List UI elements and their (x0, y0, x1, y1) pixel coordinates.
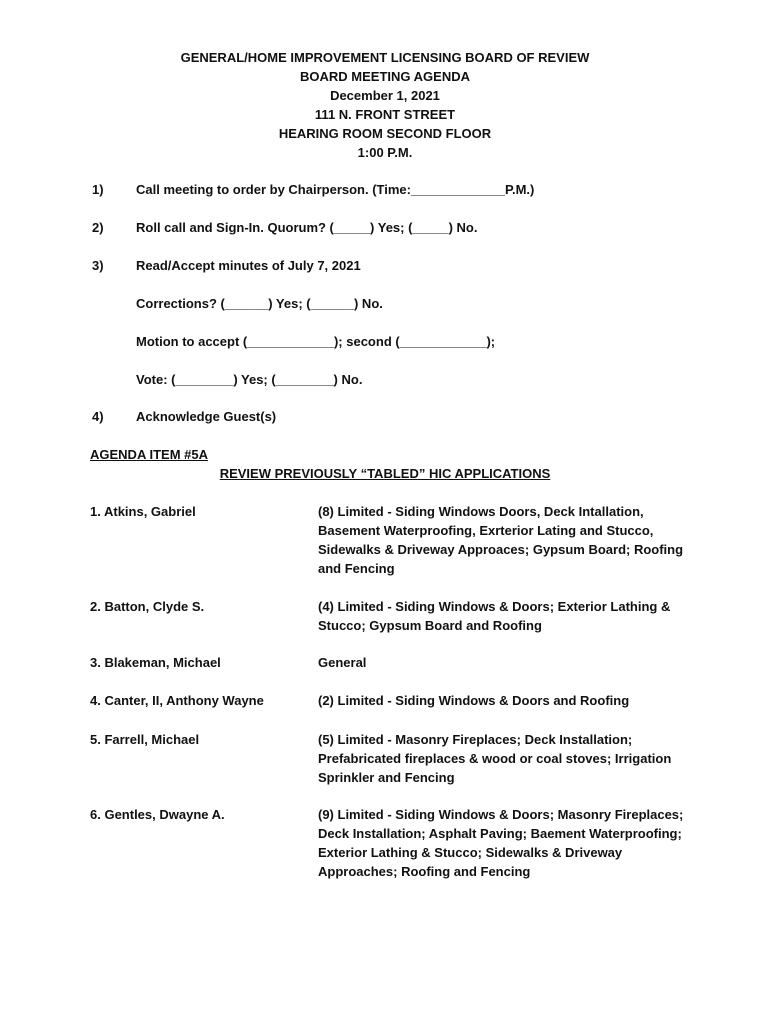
applicant-name-1: 1. Atkins, Gabriel (90, 504, 196, 519)
item-number-3: 3) (92, 258, 104, 273)
meeting-type: BOARD MEETING AGENDA (300, 69, 470, 84)
applicant-name-6: 6. Gentles, Dwayne A. (90, 807, 225, 822)
motion-line: Motion to accept (____________); second (____________); (136, 334, 496, 349)
item-text-2: Roll call and Sign-In. Quorum? (_____) Yes; (_____) No. (136, 220, 478, 235)
item-text-4: Acknowledge Guest(s) (136, 409, 277, 424)
applicant-desc-1: (8) Limited - Siding Windows Doors, Deck Intallation, Basement Waterproofing, Exrterior Lating and Stucco, Sidewalks & Driveway Approaces; Gypsum Board; Roofing and Fencing (318, 504, 684, 576)
document-header (0, 48, 770, 162)
agenda-item-subheading: REVIEW PREVIOUSLY “TABLED” HIC APPLICATIONS (219, 466, 551, 481)
applicant-desc-6: (9) Limited - Siding Windows & Doors; Masonry Fireplaces; Deck Installation; Asphalt Paving; Baement Waterproofing; Exterior Lathing & Stucco; Sidewalks & Driveway Approaches; Roofing and Fencing (318, 807, 684, 879)
meeting-date: December 1, 2021 (330, 88, 440, 103)
applicant-desc-5: (5) Limited - Masonry Fireplaces; Deck Installation; Prefabricated fireplaces & wood or coal stoves; Irrigation Sprinkler and Fencing (318, 732, 672, 785)
applicant-desc-2: (4) Limited - Siding Windows & Doors; Exterior Lathing & Stucco; Gypsum Board and Roofing (318, 599, 671, 633)
meeting-room: HEARING ROOM SECOND FLOOR (278, 126, 492, 141)
applicant-name-3: 3. Blakeman, Michael (90, 655, 221, 670)
meeting-time: 1:00 P.M. (357, 145, 413, 160)
applicant-name-2: 2. Batton, Clyde S. (90, 599, 205, 614)
agenda-item-heading: AGENDA ITEM #5A (90, 447, 208, 462)
applicant-name-5: 5. Farrell, Michael (90, 732, 200, 747)
applicant-desc-4: (2) Limited - Siding Windows & Doors and Roofing (318, 693, 630, 708)
board-title: GENERAL/HOME IMPROVEMENT LICENSING BOARD OF REVIEW (180, 50, 590, 65)
applicant-desc-3: General (318, 655, 367, 670)
applicant-name-4: 4. Canter, II, Anthony Wayne (90, 693, 264, 708)
item-number-4: 4) (92, 409, 104, 424)
meeting-address: 111 N. FRONT STREET (314, 107, 456, 122)
corrections-line: Corrections? (______) Yes; (______) No. (136, 296, 383, 311)
vote-line: Vote: (________) Yes; (________) No. (136, 372, 363, 387)
item-number-2: 2) (92, 220, 104, 235)
item-text-3: Read/Accept minutes of July 7, 2021 (136, 258, 361, 273)
item-text-1: Call meeting to order by Chairperson. (Time:_____________P.M.) (136, 182, 535, 197)
item-number-1: 1) (92, 182, 104, 197)
